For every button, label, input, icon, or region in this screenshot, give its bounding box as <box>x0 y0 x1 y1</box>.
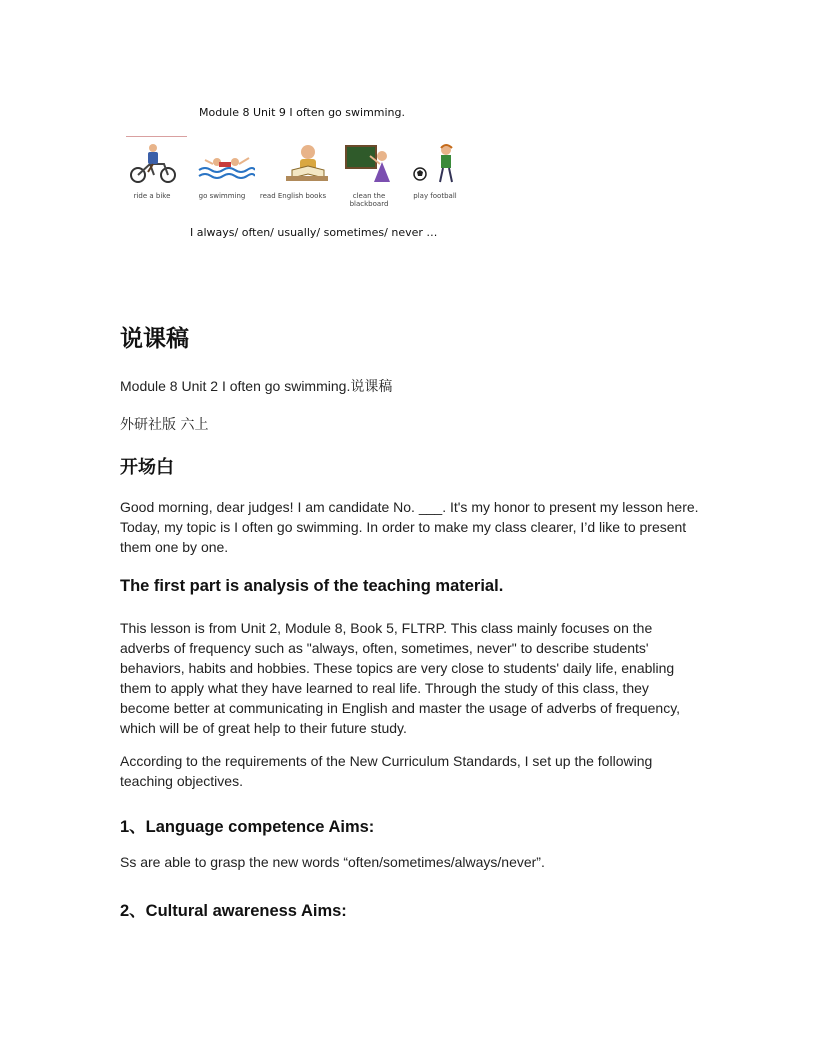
figure-divider <box>126 136 187 137</box>
figure-caption: play football <box>413 192 457 200</box>
ride-bike-icon <box>124 142 182 184</box>
publisher-line: 外研社版 六上 <box>120 417 209 433</box>
document-subtitle: Module 8 Unit 2 I often go swimming.说课稿 <box>120 378 393 394</box>
document-title: 说课稿 <box>120 326 189 352</box>
figure-caption: clean the blackboard <box>349 192 389 208</box>
part1-paragraph: This lesson is from Unit 2, Module 8, Book 5, FLTRP. This class mainly focuses on the adverbs of frequency such as "always, often, sometimes, never" to describe students' behaviors, habits and hobbies. These topics are very close to students' daily life, enabling them to apply what they have learned to real life. Through the study of this class, they become better at communicating in English and master the usage of adverbs of frequency, which will be of great help to their future study. <box>120 620 681 736</box>
reading-icon <box>278 142 336 184</box>
figure-caption: go swimming <box>198 192 246 200</box>
figure-caption: read English books <box>259 192 327 200</box>
opening-paragraph: Good morning, dear judges! I am candidate No. ___. It's my honor to present my lesson here. Today, my topic is I often go swimming. In order to make my class clearer, I’d like to present them one by one. <box>120 499 699 555</box>
swimming-icon <box>197 142 255 184</box>
part1-heading: The first part is analysis of the teaching material. <box>120 577 504 595</box>
cleaning-icon <box>342 142 400 184</box>
figure-adverbs: I always/ often/ usually/ sometimes/ never … <box>190 226 438 239</box>
football-icon <box>410 142 468 184</box>
aim1-text: Ss are able to grasp the new words “often/sometimes/always/never”. <box>120 854 545 870</box>
lesson-figure <box>120 100 480 250</box>
aim1-heading: 1、Language competence Aims: <box>120 818 375 836</box>
curriculum-paragraph: According to the requirements of the New Curriculum Standards, I set up the following teaching objectives. <box>120 753 653 789</box>
opening-heading: 开场白 <box>120 457 174 478</box>
figure-caption: ride a bike <box>133 192 171 200</box>
aim2-heading: 2、Cultural awareness Aims: <box>120 902 347 920</box>
figure-title: Module 8 Unit 9 I often go swimming. <box>199 106 406 119</box>
